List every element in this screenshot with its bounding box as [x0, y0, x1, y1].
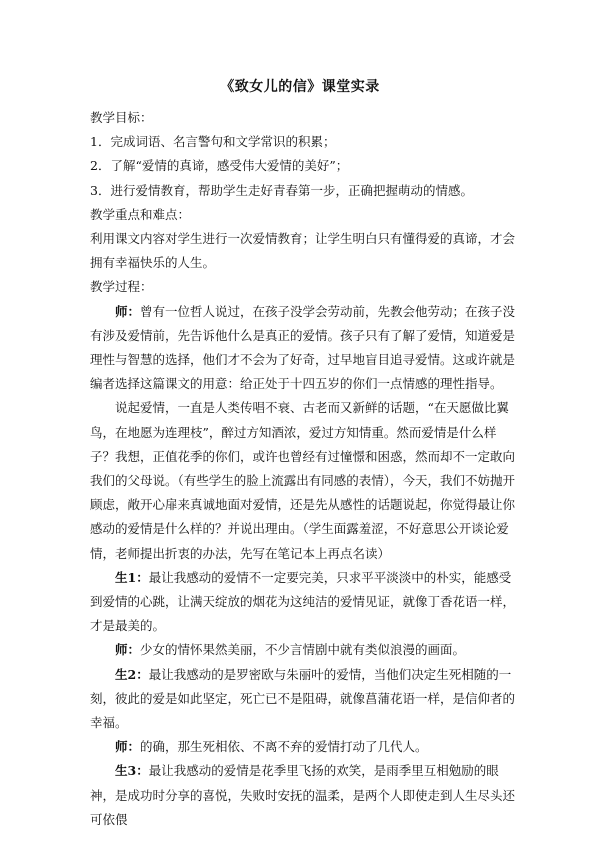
dialogue-paragraph [90, 566, 520, 639]
speaker-label: 师： [115, 739, 141, 755]
focus-text: 利用课文内容对学生进行一次爱情教育；让学生明白只有懂得爱的真谛，才会拥有幸福快乐的人生。 [90, 231, 516, 271]
dialogue-paragraph [90, 663, 520, 736]
process-heading: 教学过程： [90, 279, 153, 295]
goal-item: 3．进行爱情教育，帮助学生走好青春第一步，正确把握萌动的情感。 [90, 182, 473, 198]
speaker-label: 生1： [115, 569, 149, 585]
dialogue-paragraph [90, 300, 520, 397]
dialogue-text: 最让我感动的爱情是花季里飞扬的欢笑，是雨季里互相勉励的眼神，是成功时分享的喜悦，失败时安抚的温柔，是两个人即使走到人生尽头还可依偎 [90, 763, 516, 827]
speaker-label: 生2： [115, 666, 149, 682]
dialogue-paragraph [90, 638, 520, 662]
speaker-label: 师： [115, 642, 141, 658]
dialogue-paragraph [90, 735, 520, 759]
dialogue-text: 少女的情怀果然美丽，不少言情剧中就有类似浪漫的画面。 [140, 642, 466, 658]
dialogue-text: 曾有一位哲人说过，在孩子没学会劳动前，先教会他劳动；在孩子没有涉及爱情前，先告诉他什么是真正的爱情。孩子只有了解了爱情，知道爱是理性与智慧的选择，他们才不会为了好奇，过早地盲目追寻爱情。这或许就是编者选择这篇课文的用意：给正处于十四五岁的你们一点情感的理性指导。 [90, 303, 516, 392]
document-body [90, 106, 520, 832]
dialogue-text: 的确，那生死相依、不离不弃的爱情打动了几代人。 [140, 739, 428, 755]
document-title: 《致女儿的信》课堂实录 [220, 79, 380, 95]
dialogue-paragraph [90, 759, 520, 832]
dialogue-text: 最让我感动的是罗密欧与朱丽叶的爱情，当他们决定生死相随的一刻，彼此的爱是如此坚定，死亡已不是阻碍，就像菖蒲花语一样，是信仰者的幸福。 [90, 666, 516, 731]
dialogue-text: 最让我感动的爱情不一定要完美，只求平平淡淡中的朴实，能感受到爱情的心跳，让满天绽放的烟花为这纯洁的爱情见证，就像丁香花语一样，才是最美的。 [90, 569, 516, 634]
dialogue-paragraph [90, 396, 520, 565]
focus-heading: 教学重点和难点： [90, 206, 191, 222]
goal-item: 1．完成词语、名言警句和文学常识的积累； [90, 134, 336, 150]
goals-heading: 教学目标： [90, 110, 153, 125]
speaker-label: 师： [115, 303, 141, 319]
speaker-label: 生3： [115, 763, 149, 779]
dialogue-text: 说起爱情，一直是人类传唱不衰、古老而又新鲜的话题，“在天愿做比翼鸟，在地愿为连理枝”，醉过方知酒浓，爱过方知情重。然而爱情是什么样子？我想，正值花季的你们，或许也曾经有过憧憬和困惑，然而却不一定敢向我们的父母说。（有些学生的脸上流露出有同感的表情），今天，我们不妨抛开顾虑，敞开心扉来真诚地面对爱情，还是先从感性的话题说起，你觉得最让你感动的爱情是什么样的？并说出理由。（学生面露羞涩，不好意思公开谈论爱情，老师提出折衷的办法，先写在笔记本上再点名读） [90, 400, 516, 561]
goal-item: 2．了解“爱情的真谛，感受伟大爱情的美好”； [90, 158, 349, 174]
